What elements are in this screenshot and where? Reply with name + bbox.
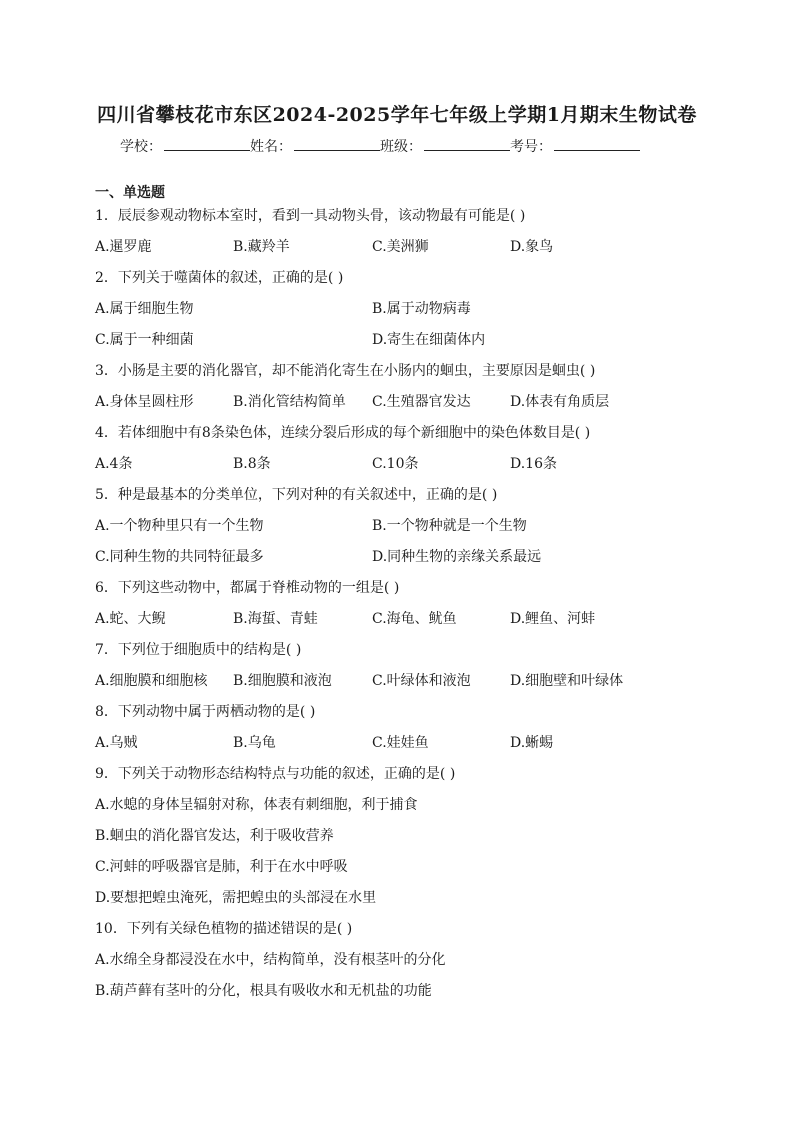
question-stem: 5．种是最基本的分类单位，下列对种的有关叙述中，正确的是( ) bbox=[95, 487, 498, 503]
options-row bbox=[95, 732, 695, 752]
question-stem: 7．下列位于细胞质中的结构是( ) bbox=[95, 642, 302, 658]
option[interactable]: B.一个物种就是一个生物 bbox=[372, 518, 527, 534]
option[interactable]: A.暹罗鹿 bbox=[95, 239, 152, 255]
options-row bbox=[95, 546, 695, 566]
option[interactable]: D.寄生在细菌体内 bbox=[372, 332, 486, 348]
option[interactable]: A.蛇、大鲵 bbox=[95, 611, 166, 627]
option[interactable]: C.10条 bbox=[372, 456, 419, 472]
question-stem: 2．下列关于噬菌体的叙述，正确的是( ) bbox=[95, 270, 344, 286]
number-blank[interactable] bbox=[554, 136, 640, 151]
class-label: 班级： bbox=[380, 139, 422, 155]
section-title: 一、单选题 bbox=[95, 185, 165, 201]
question-stem: 10．下列有关绿色植物的描述错误的是( ) bbox=[95, 921, 353, 937]
option[interactable]: C.海龟、鱿鱼 bbox=[372, 611, 457, 627]
question-stem: 8．下列动物中属于两栖动物的是( ) bbox=[95, 704, 316, 720]
option[interactable]: C.生殖器官发达 bbox=[372, 394, 471, 410]
class-blank[interactable] bbox=[424, 136, 510, 151]
option[interactable]: D.细胞壁和叶绿体 bbox=[510, 673, 624, 689]
option[interactable]: B.8条 bbox=[233, 456, 271, 472]
question-stem: 4．若体细胞中有8条染色体，连续分裂后形成的每个新细胞中的染色体数目是( ) bbox=[95, 425, 591, 441]
question-stem: 6．下列这些动物中，都属于脊椎动物的一组是( ) bbox=[95, 580, 400, 596]
option[interactable]: B.消化管结构简单 bbox=[233, 394, 346, 410]
option[interactable]: D.16条 bbox=[510, 456, 557, 472]
question-stem: 9．下列关于动物形态结构特点与功能的叙述，正确的是( ) bbox=[95, 766, 456, 782]
option[interactable]: A.属于细胞生物 bbox=[95, 301, 194, 317]
option[interactable]: A.一个物种里只有一个生物 bbox=[95, 518, 264, 534]
student-info-row bbox=[120, 136, 640, 156]
name-blank[interactable] bbox=[294, 136, 380, 151]
name-label: 姓名： bbox=[250, 139, 292, 155]
option[interactable]: C.同种生物的共同特征最多 bbox=[95, 549, 264, 565]
question-stem: 1．辰辰参观动物标本室时，看到一具动物头骨，该动物最有可能是( ) bbox=[95, 208, 526, 224]
option[interactable]: B.细胞膜和液泡 bbox=[233, 673, 332, 689]
name-field bbox=[250, 136, 380, 156]
option[interactable]: B.属于动物病毒 bbox=[372, 301, 471, 317]
options-row bbox=[95, 298, 695, 318]
option[interactable]: C.美洲狮 bbox=[372, 239, 429, 255]
option[interactable]: B.藏羚羊 bbox=[233, 239, 290, 255]
option[interactable]: B.葫芦藓有茎叶的分化，根具有吸收水和无机盐的功能 bbox=[95, 983, 432, 999]
option[interactable]: A.4条 bbox=[95, 456, 133, 472]
options-row bbox=[95, 608, 695, 628]
option[interactable]: D.要想把蝗虫淹死，需把蝗虫的头部浸在水里 bbox=[95, 890, 377, 906]
options-row bbox=[95, 329, 695, 349]
option[interactable]: D.象鸟 bbox=[510, 239, 554, 255]
number-label: 考号： bbox=[510, 139, 552, 155]
option[interactable]: A.水螅的身体呈辐射对称，体表有刺细胞，利于捕食 bbox=[95, 797, 418, 813]
option[interactable]: C.属于一种细菌 bbox=[95, 332, 194, 348]
options-row bbox=[95, 236, 695, 256]
option[interactable]: C.河蚌的呼吸器官是肺，利于在水中呼吸 bbox=[95, 859, 348, 875]
school-blank[interactable] bbox=[164, 136, 250, 151]
option[interactable]: A.水绵全身都浸没在水中，结构简单，没有根茎叶的分化 bbox=[95, 952, 446, 968]
option[interactable]: B.海蜇、青蛙 bbox=[233, 611, 318, 627]
option[interactable]: C.娃娃鱼 bbox=[372, 735, 429, 751]
class-field bbox=[380, 136, 510, 156]
option[interactable]: D.蜥蜴 bbox=[510, 735, 554, 751]
question-stem: 3．小肠是主要的消化器官，却不能消化寄生在小肠内的蛔虫，主要原因是蛔虫( ) bbox=[95, 363, 596, 379]
option[interactable]: D.同种生物的亲缘关系最远 bbox=[372, 549, 542, 565]
option[interactable]: D.鲤鱼、河蚌 bbox=[510, 611, 596, 627]
option[interactable]: A.身体呈圆柱形 bbox=[95, 394, 194, 410]
option[interactable]: B.蛔虫的消化器官发达，利于吸收营养 bbox=[95, 828, 334, 844]
option[interactable]: A.细胞膜和细胞核 bbox=[95, 673, 208, 689]
school-label: 学校： bbox=[120, 139, 162, 155]
options-row bbox=[95, 453, 695, 473]
option[interactable]: D.体表有角质层 bbox=[510, 394, 610, 410]
option[interactable]: C.叶绿体和液泡 bbox=[372, 673, 471, 689]
option[interactable]: A.乌贼 bbox=[95, 735, 138, 751]
options-row bbox=[95, 670, 695, 690]
options-row bbox=[95, 515, 695, 535]
number-field bbox=[510, 136, 640, 156]
options-row bbox=[95, 391, 695, 411]
exam-title: 四川省攀枝花市东区2024-2025学年七年级上学期1月期末生物试卷 bbox=[97, 104, 697, 126]
option[interactable]: B.乌龟 bbox=[233, 735, 276, 751]
school-field bbox=[120, 136, 250, 156]
